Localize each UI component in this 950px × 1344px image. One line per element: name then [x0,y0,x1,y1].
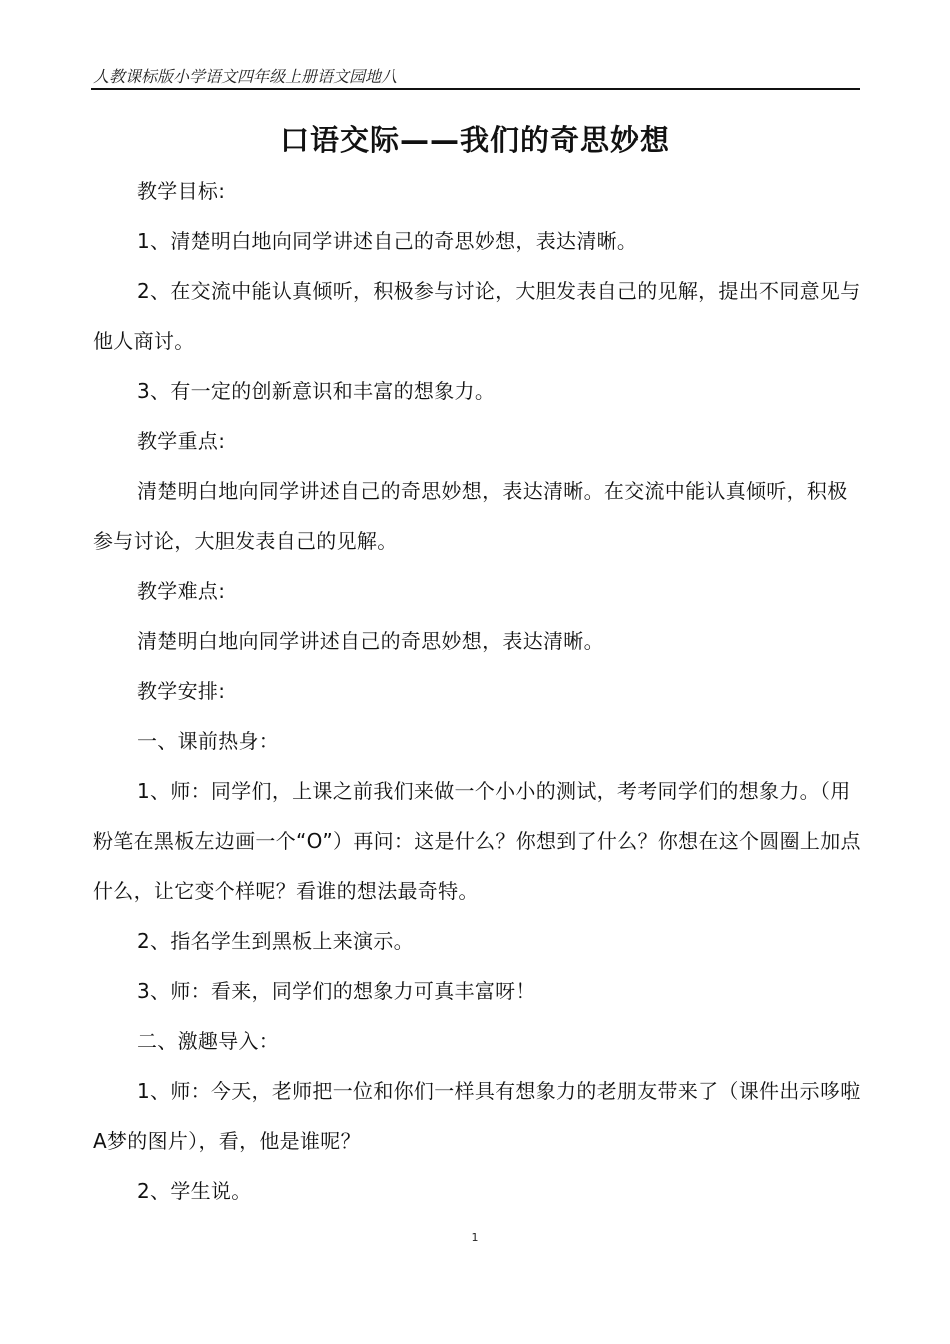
key-points-text: 清楚明白地向同学讲述自己的奇思妙想，表达清晰。在交流中能认真倾听，积极参与讨论，大胆发表自己的见解。 [93,479,848,553]
section-heading-arrangement: 教学安排: [137,679,226,703]
running-header: 人教课标版小学语文四年级上册语文园地八 [93,67,398,86]
introduction-item: 1、师：今天，老师把一位和你们一样具有想象力的老朋友带来了（课件出示哆啦A梦的图片），看，他是谁呢？ [93,1079,861,1153]
page-number: 1 [471,1231,479,1244]
objective-item: 3、有一定的创新意识和丰富的想象力。 [137,379,496,403]
document-title: 口语交际——我们的奇思妙想 [279,123,670,157]
objective-item: 1、清楚明白地向同学讲述自己的奇思妙想，表达清晰。 [137,229,638,253]
section-heading-objectives: 教学目标: [137,179,226,203]
step-heading-warmup: 一、课前热身： [137,729,280,753]
section-heading-key-points: 教学重点: [137,429,226,453]
warmup-item: 3、师：看来，同学们的想象力可真丰富呀！ [137,979,536,1003]
section-heading-difficulties: 教学难点: [137,579,226,603]
objective-item: 2、在交流中能认真倾听，积极参与讨论，大胆发表自己的见解，提出不同意见与他人商讨。 [93,279,861,353]
warmup-item: 1、师：同学们，上课之前我们来做一个小小的测试，考考同学们的想象力。（用粉笔在黑板左边画一个“O”）再问：这是什么？你想到了什么？你想在这个圆圈上加点什么，让它变个样呢？看谁的想法最奇特。 [93,779,861,903]
introduction-item: 2、学生说。 [137,1179,252,1203]
difficulties-text: 清楚明白地向同学讲述自己的奇思妙想，表达清晰。 [137,629,604,653]
document-body [93,166,863,1216]
header-divider [91,88,860,90]
warmup-item: 2、指名学生到黑板上来演示。 [137,929,414,953]
step-heading-introduction: 二、激趣导入： [137,1029,280,1053]
